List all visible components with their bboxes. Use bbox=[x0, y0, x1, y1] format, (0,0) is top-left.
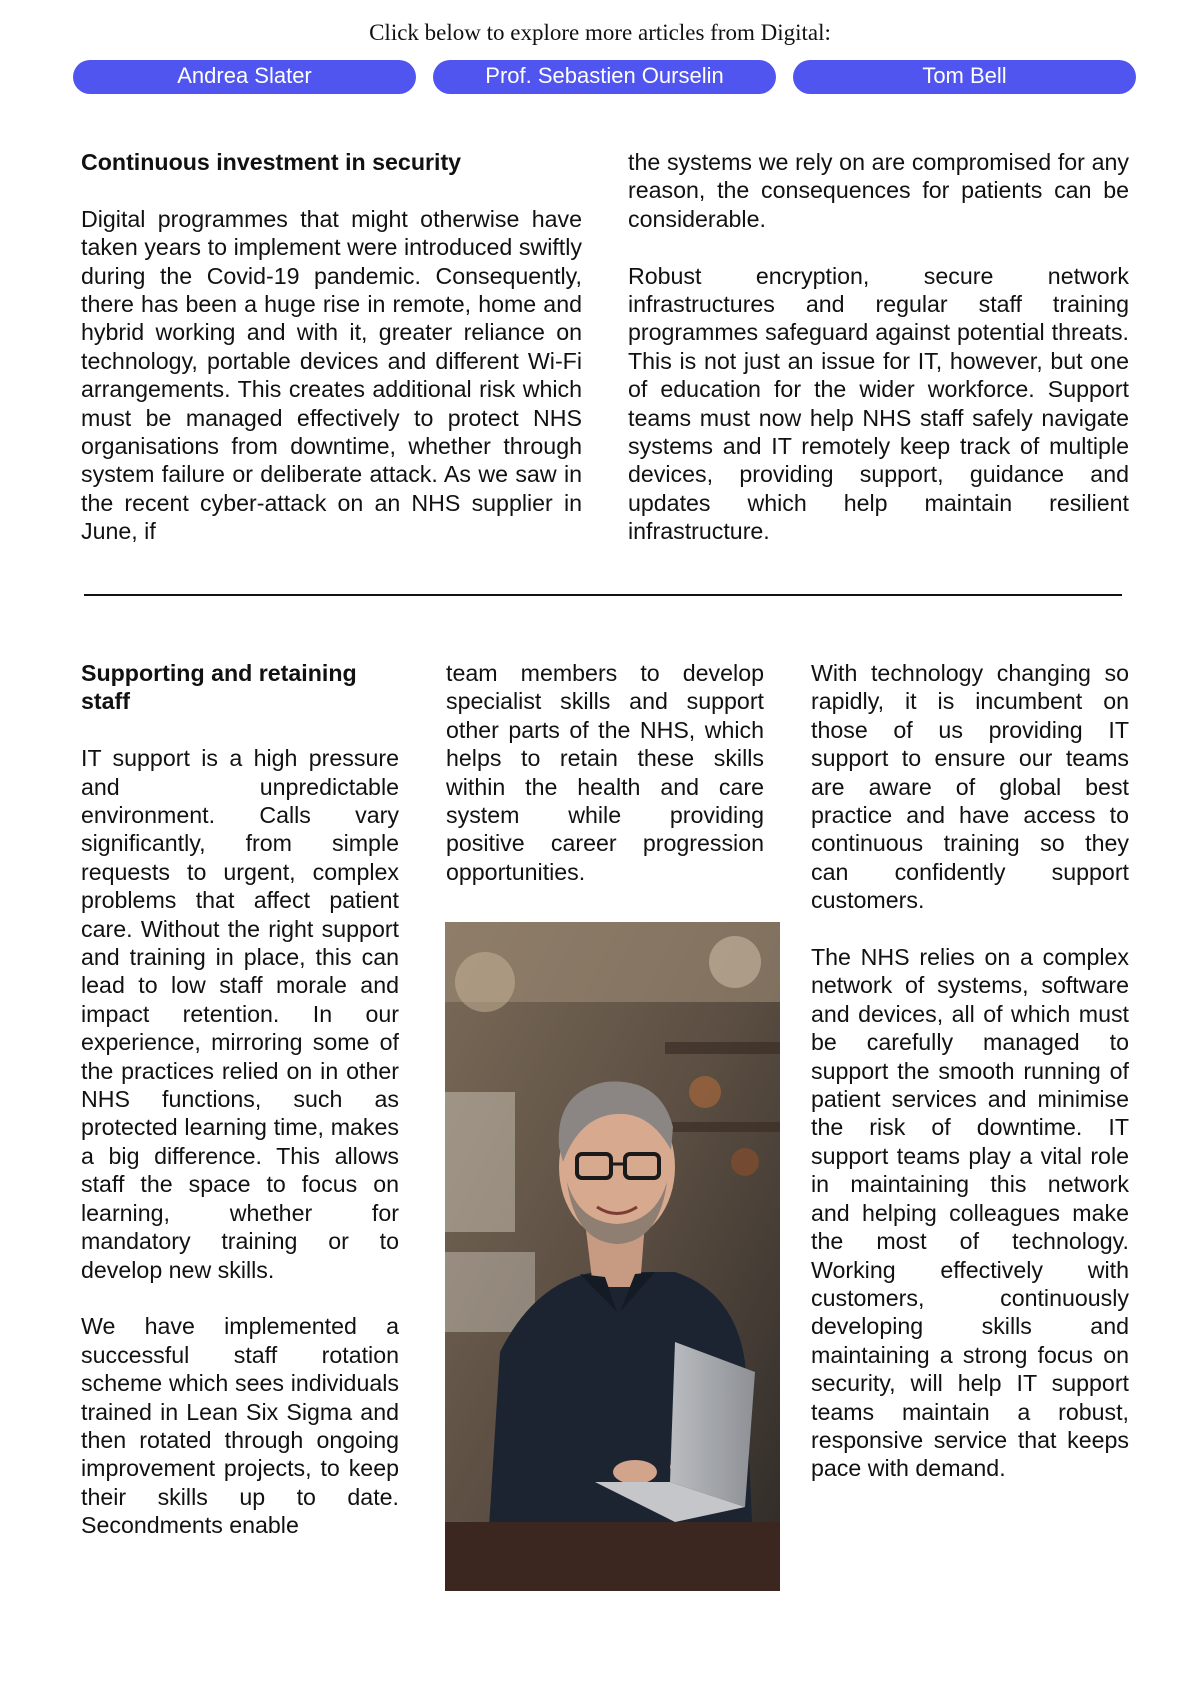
photo-man-laptop bbox=[445, 922, 780, 1591]
nav-title: Click below to explore more articles from Digital: bbox=[369, 20, 831, 45]
section2-paragraph: The NHS relies on a complex network of systems, software and devices, all of which must be carefully managed to support the smooth running of patient services and minimise the risk of downtime. IT support teams play a vital role in maintaining this network and helping colleagues make the most of technology. Working effectively with customers, continuously developing skills and maintaining a strong focus on security, will help IT support teams maintain a robust, responsive service that keeps pace with demand. bbox=[811, 944, 1129, 1482]
section1-heading: Continuous investment in security bbox=[81, 149, 462, 175]
section2-heading: Supporting and retaining staff bbox=[81, 660, 357, 715]
author-button-tom-bell[interactable]: Tom Bell bbox=[793, 60, 1136, 94]
author-button-sebastien-ourselin[interactable]: Prof. Sebastien Ourselin bbox=[433, 60, 776, 94]
section1-paragraph: Digital programmes that might otherwise have taken years to implement were introduced swiftly during the Covid-19 pandemic. Consequently, there has been a huge rise in remote, home and hybrid working and with it, greater reliance on technology, portable devices and different Wi-Fi arrangements. This creates additional risk which must be managed effectively to protect NHS organisations from downtime, whether through system failure or deliberate attack. As we saw in the recent cyber-attack on an NHS supplier in June, if bbox=[81, 205, 582, 545]
section1-paragraph: the systems we rely on are compromised for any reason, the consequences for patients can be considerable. bbox=[628, 149, 1129, 232]
section2-paragraph: IT support is a high pressure and unpredictable environment. Calls vary significantly, from simple requests to urgent, complex problems that affect patient care. Without the right support and training in place, this can lead to low staff morale and impact retention. In our experience, mirroring some of the practices relied on in other NHS functions, such as protected learning time, makes a big difference. This allows staff the space to focus on learning, whether for mandatory training or to develop new skills. bbox=[81, 745, 399, 1283]
section2-paragraph: With technology changing so rapidly, it is incumbent on those of us providing IT support to ensure our teams are aware of global best practice and have access to continuous training so they can confidently support customers. bbox=[811, 660, 1129, 914]
author-button-andrea-slater[interactable]: Andrea Slater bbox=[73, 60, 416, 94]
section2-column-1 bbox=[81, 659, 399, 1540]
section2-paragraph: team members to develop specialist skills and support other parts of the NHS, which helps to retain these skills within the health and care system while providing positive career progression opportunities. bbox=[446, 660, 764, 885]
section2-paragraph: We have implemented a successful staff rotation scheme which sees individuals trained in Lean Six Sigma and then rotated through ongoing improvement projects, to keep their skills up to date. Secondments enable bbox=[81, 1313, 399, 1539]
section1-paragraph: Robust encryption, secure network infrastructures and regular staff training programmes safeguard against potential threats. This is not just an issue for IT, however, but one of education for the wider workforce. Support teams must now help NHS staff safely navigate systems and IT remotely keep track of multiple devices, providing support, guidance and updates which help maintain resilient infrastructure. bbox=[628, 262, 1129, 545]
section1-right-column bbox=[628, 148, 1129, 546]
section1-left-column bbox=[81, 148, 582, 546]
section2-column-3 bbox=[811, 659, 1129, 1483]
section-divider bbox=[84, 594, 1122, 596]
section2-column-2 bbox=[446, 659, 764, 886]
